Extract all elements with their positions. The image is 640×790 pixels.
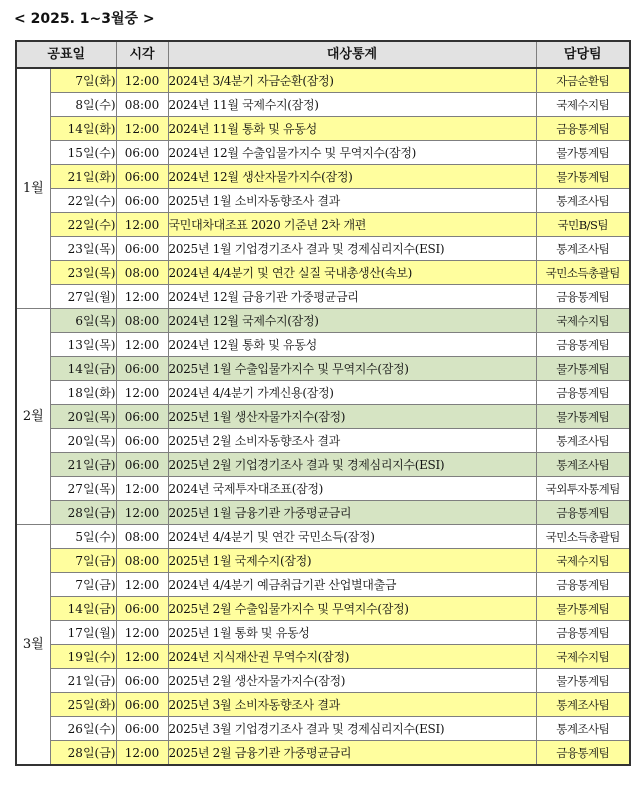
team-cell: 국민소득총괄팀 xyxy=(536,261,630,285)
table-row xyxy=(16,405,630,429)
subject-cell: 2024년 4/4분기 가계신용(잠정) xyxy=(168,381,536,405)
table-header-row xyxy=(16,41,630,68)
team-cell: 금융통계팀 xyxy=(536,333,630,357)
subject-cell: 2024년 4/4분기 및 연간 국민소득(잠정) xyxy=(168,525,536,549)
header-team: 담당팀 xyxy=(536,41,630,68)
table-row xyxy=(16,117,630,141)
release-date-cell: 19일(수) xyxy=(50,645,116,669)
release-date-cell: 14일(금) xyxy=(50,597,116,621)
team-cell: 물가통계팀 xyxy=(536,165,630,189)
release-date-cell: 14일(금) xyxy=(50,357,116,381)
team-cell: 물가통계팀 xyxy=(536,357,630,381)
table-row xyxy=(16,597,630,621)
release-time-cell: 12:00 xyxy=(116,285,168,309)
header-release-date: 공표일 xyxy=(16,41,116,68)
team-cell: 통계조사팀 xyxy=(536,453,630,477)
release-time-cell: 08:00 xyxy=(116,549,168,573)
subject-cell: 2024년 3/4분기 자금순환(잠정) xyxy=(168,68,536,93)
table-row xyxy=(16,693,630,717)
release-date-cell: 6일(목) xyxy=(50,309,116,333)
table-body xyxy=(16,68,630,765)
release-schedule-table xyxy=(15,40,631,766)
release-date-cell: 28일(금) xyxy=(50,741,116,766)
release-time-cell: 12:00 xyxy=(116,741,168,766)
team-cell: 통계조사팀 xyxy=(536,237,630,261)
subject-cell: 2024년 국제투자대조표(잠정) xyxy=(168,477,536,501)
team-cell: 통계조사팀 xyxy=(536,429,630,453)
subject-cell: 2025년 2월 기업경기조사 결과 및 경제심리지수(ESI) xyxy=(168,453,536,477)
release-date-cell: 7일(화) xyxy=(50,68,116,93)
subject-cell: 2024년 12월 금융기관 가중평균금리 xyxy=(168,285,536,309)
subject-cell: 2025년 1월 생산자물가지수(잠정) xyxy=(168,405,536,429)
table-row xyxy=(16,525,630,549)
table-row xyxy=(16,477,630,501)
release-time-cell: 06:00 xyxy=(116,165,168,189)
release-date-cell: 7일(금) xyxy=(50,573,116,597)
table-row xyxy=(16,549,630,573)
team-cell: 금융통계팀 xyxy=(536,381,630,405)
release-time-cell: 08:00 xyxy=(116,309,168,333)
table-row xyxy=(16,213,630,237)
release-time-cell: 06:00 xyxy=(116,453,168,477)
subject-cell: 2024년 12월 국제수지(잠정) xyxy=(168,309,536,333)
release-date-cell: 8일(수) xyxy=(50,93,116,117)
table-row xyxy=(16,141,630,165)
table-row xyxy=(16,285,630,309)
release-date-cell: 7일(금) xyxy=(50,549,116,573)
release-time-cell: 08:00 xyxy=(116,525,168,549)
release-time-cell: 12:00 xyxy=(116,621,168,645)
subject-cell: 2024년 지식재산권 무역수지(잠정) xyxy=(168,645,536,669)
release-date-cell: 28일(금) xyxy=(50,501,116,525)
team-cell: 국제수지팀 xyxy=(536,549,630,573)
release-time-cell: 12:00 xyxy=(116,645,168,669)
release-date-cell: 17일(월) xyxy=(50,621,116,645)
release-time-cell: 06:00 xyxy=(116,693,168,717)
header-subject: 대상통계 xyxy=(168,41,536,68)
subject-cell: 2024년 11월 통화 및 유동성 xyxy=(168,117,536,141)
table-row xyxy=(16,68,630,93)
subject-cell: 2025년 3월 기업경기조사 결과 및 경제심리지수(ESI) xyxy=(168,717,536,741)
team-cell: 국외투자통계팀 xyxy=(536,477,630,501)
month-cell: 1월 xyxy=(16,68,50,309)
subject-cell: 2024년 12월 통화 및 유동성 xyxy=(168,333,536,357)
team-cell: 금융통계팀 xyxy=(536,501,630,525)
team-cell: 물가통계팀 xyxy=(536,669,630,693)
release-time-cell: 06:00 xyxy=(116,357,168,381)
subject-cell: 2025년 2월 소비자동향조사 결과 xyxy=(168,429,536,453)
release-time-cell: 06:00 xyxy=(116,141,168,165)
table-row xyxy=(16,381,630,405)
release-time-cell: 12:00 xyxy=(116,381,168,405)
table-row xyxy=(16,309,630,333)
release-date-cell: 5일(수) xyxy=(50,525,116,549)
table-row xyxy=(16,429,630,453)
table-row xyxy=(16,165,630,189)
table-row xyxy=(16,741,630,766)
release-date-cell: 18일(화) xyxy=(50,381,116,405)
subject-cell: 2025년 2월 수출입물가지수 및 무역지수(잠정) xyxy=(168,597,536,621)
table-row xyxy=(16,93,630,117)
subject-cell: 2025년 1월 수출입물가지수 및 무역지수(잠정) xyxy=(168,357,536,381)
table-row xyxy=(16,261,630,285)
team-cell: 통계조사팀 xyxy=(536,717,630,741)
team-cell: 통계조사팀 xyxy=(536,189,630,213)
table-row xyxy=(16,357,630,381)
team-cell: 국제수지팀 xyxy=(536,645,630,669)
table-row xyxy=(16,669,630,693)
release-time-cell: 12:00 xyxy=(116,501,168,525)
table-row xyxy=(16,501,630,525)
subject-cell: 2024년 4/4분기 예금취급기관 산업별대출금 xyxy=(168,573,536,597)
release-time-cell: 06:00 xyxy=(116,669,168,693)
release-date-cell: 27일(월) xyxy=(50,285,116,309)
release-time-cell: 12:00 xyxy=(116,213,168,237)
subject-cell: 2024년 12월 생산자물가지수(잠정) xyxy=(168,165,536,189)
team-cell: 금융통계팀 xyxy=(536,573,630,597)
release-date-cell: 20일(목) xyxy=(50,405,116,429)
release-time-cell: 12:00 xyxy=(116,333,168,357)
subject-cell: 2025년 3월 소비자동향조사 결과 xyxy=(168,693,536,717)
release-time-cell: 06:00 xyxy=(116,405,168,429)
table-row xyxy=(16,333,630,357)
release-date-cell: 25일(화) xyxy=(50,693,116,717)
release-time-cell: 12:00 xyxy=(116,68,168,93)
team-cell: 물가통계팀 xyxy=(536,597,630,621)
table-row xyxy=(16,237,630,261)
release-time-cell: 06:00 xyxy=(116,237,168,261)
release-date-cell: 22일(수) xyxy=(50,213,116,237)
team-cell: 자금순환팀 xyxy=(536,68,630,93)
team-cell: 통계조사팀 xyxy=(536,693,630,717)
team-cell: 금융통계팀 xyxy=(536,285,630,309)
team-cell: 국제수지팀 xyxy=(536,93,630,117)
subject-cell: 2025년 1월 기업경기조사 결과 및 경제심리지수(ESI) xyxy=(168,237,536,261)
subject-cell: 2025년 1월 금융기관 가중평균금리 xyxy=(168,501,536,525)
subject-cell: 2025년 1월 국제수지(잠정) xyxy=(168,549,536,573)
subject-cell: 2025년 1월 통화 및 유동성 xyxy=(168,621,536,645)
team-cell: 물가통계팀 xyxy=(536,141,630,165)
subject-cell: 2024년 11월 국제수지(잠정) xyxy=(168,93,536,117)
release-time-cell: 12:00 xyxy=(116,117,168,141)
team-cell: 국민소득총괄팀 xyxy=(536,525,630,549)
release-date-cell: 22일(수) xyxy=(50,189,116,213)
release-time-cell: 12:00 xyxy=(116,573,168,597)
release-time-cell: 06:00 xyxy=(116,597,168,621)
release-date-cell: 20일(목) xyxy=(50,429,116,453)
release-date-cell: 14일(화) xyxy=(50,117,116,141)
team-cell: 금융통계팀 xyxy=(536,741,630,766)
table-row xyxy=(16,717,630,741)
release-date-cell: 13일(목) xyxy=(50,333,116,357)
page-title: < 2025. 1~3월중 > xyxy=(14,11,155,27)
release-date-cell: 23일(목) xyxy=(50,261,116,285)
month-cell: 2월 xyxy=(16,309,50,525)
release-time-cell: 12:00 xyxy=(116,477,168,501)
month-cell: 3월 xyxy=(16,525,50,766)
release-time-cell: 06:00 xyxy=(116,189,168,213)
release-time-cell: 06:00 xyxy=(116,429,168,453)
release-date-cell: 26일(수) xyxy=(50,717,116,741)
team-cell: 금융통계팀 xyxy=(536,117,630,141)
subject-cell: 국민대차대조표 2020 기준년 2차 개편 xyxy=(168,213,536,237)
release-time-cell: 06:00 xyxy=(116,717,168,741)
table-row xyxy=(16,573,630,597)
team-cell: 물가통계팀 xyxy=(536,405,630,429)
subject-cell: 2024년 12월 수출입물가지수 및 무역지수(잠정) xyxy=(168,141,536,165)
subject-cell: 2025년 2월 생산자물가지수(잠정) xyxy=(168,669,536,693)
subject-cell: 2025년 1월 소비자동향조사 결과 xyxy=(168,189,536,213)
release-date-cell: 23일(목) xyxy=(50,237,116,261)
table-row xyxy=(16,453,630,477)
table-row xyxy=(16,645,630,669)
team-cell: 국민B/S팀 xyxy=(536,213,630,237)
team-cell: 국제수지팀 xyxy=(536,309,630,333)
table-row xyxy=(16,189,630,213)
subject-cell: 2025년 2월 금융기관 가중평균금리 xyxy=(168,741,536,766)
release-time-cell: 08:00 xyxy=(116,93,168,117)
release-date-cell: 15일(수) xyxy=(50,141,116,165)
subject-cell: 2024년 4/4분기 및 연간 실질 국내총생산(속보) xyxy=(168,261,536,285)
release-date-cell: 21일(화) xyxy=(50,165,116,189)
release-date-cell: 27일(목) xyxy=(50,477,116,501)
team-cell: 금융통계팀 xyxy=(536,621,630,645)
release-date-cell: 21일(금) xyxy=(50,669,116,693)
header-time: 시각 xyxy=(116,41,168,68)
release-time-cell: 08:00 xyxy=(116,261,168,285)
table-row xyxy=(16,621,630,645)
release-date-cell: 21일(금) xyxy=(50,453,116,477)
